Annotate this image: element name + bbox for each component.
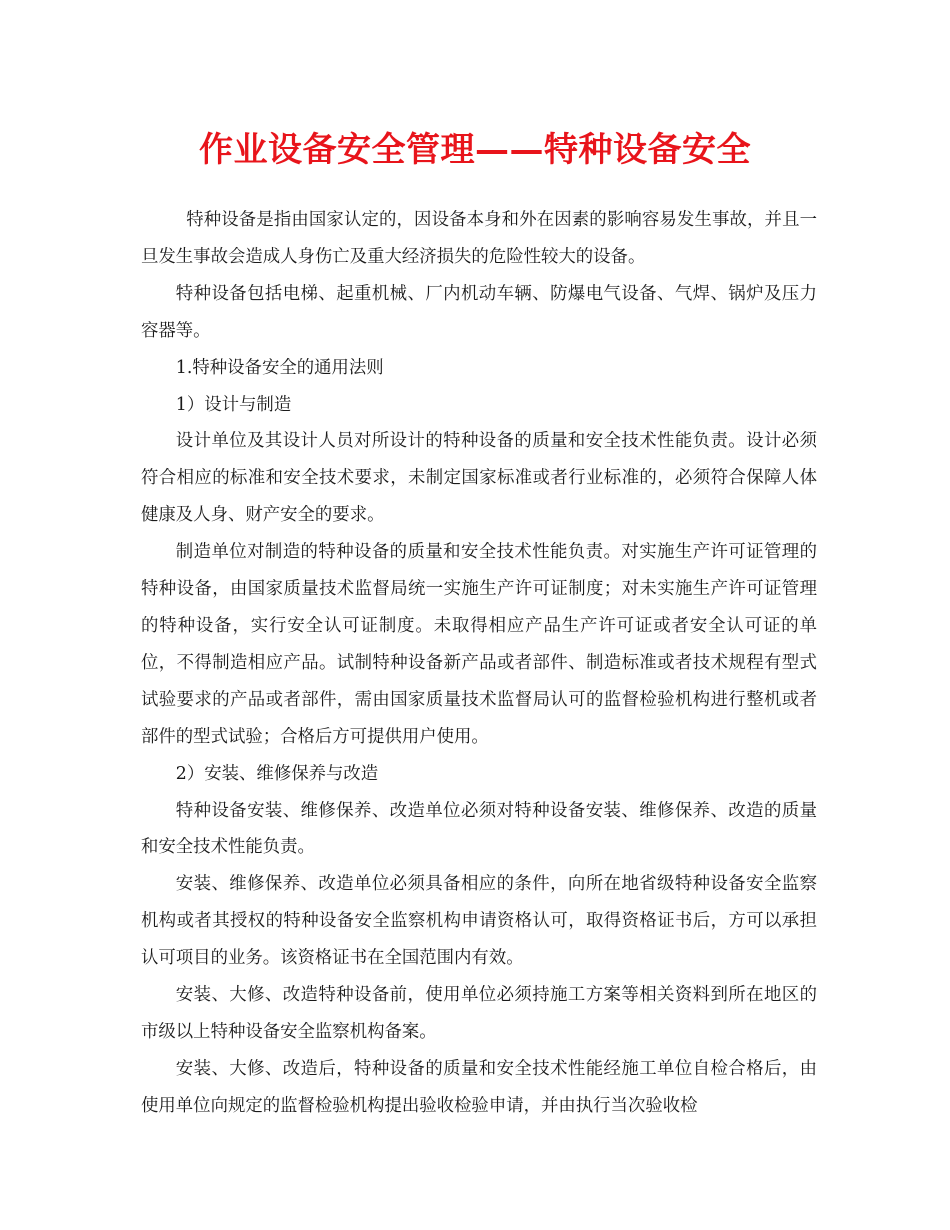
paragraph-manufacture: 制造单位对制造的特种设备的质量和安全技术性能负责。对实施生产许可证管理的特种设备，由国家质量技术监督局统一实施生产许可证制度；对未实施生产许可证管理的特种设备，实行安全认可证制度。未取得相应产品生产许可证或者安全认可证的单位，不得制造相应产品。试制特种设备新产品或者部件、制造标准或者技术规程有型式试验要求的产品或者部件，需由国家质量技术监督局认可的监督检验机构进行整机或者部件的型式试验；合格后方可提供用户使用。	[141, 542, 817, 747]
paragraph-filing: 安装、大修、改造特种设备前，使用单位必须持施工方案等相关资料到所在地区的市级以上特种设备安全监察机构备案。	[141, 985, 817, 1042]
section-heading-general-rules: 1.特种设备安全的通用法则	[175, 357, 384, 378]
paragraph-acceptance: 安装、大修、改造后，特种设备的质量和安全技术性能经施工单位自检合格后，由使用单位向规定的监督检验机构提出验收检验申请，并由执行当次验收检	[141, 1058, 817, 1116]
document-body	[141, 202, 817, 1125]
paragraph-installation-responsibility: 特种设备安装、维修保养、改造单位必须对特种设备安装、维修保养、改造的质量和安全技术性能负责。	[141, 800, 817, 858]
subsection-heading-installation: 2）安装、维修保养与改造	[175, 763, 379, 784]
paragraph-qualification: 安装、维修保养、改造单位必须具备相应的条件，向所在地省级特种设备安全监察机构或者其授权的特种设备安全监察机构申请资格认可，取得资格证书后，方可以承担认可项目的业务。该资格证书在全国范围内有效。	[141, 874, 817, 969]
document-title: 作业设备安全管理——特种设备安全	[199, 130, 751, 170]
paragraph-scope: 特种设备包括电梯、起重机械、厂内机动车辆、防爆电气设备、气焊、锅炉及压力容器等。	[141, 283, 817, 341]
paragraph-design: 设计单位及其设计人员对所设计的特种设备的质量和安全技术性能负责。设计必须符合相应的标准和安全技术要求，未制定国家标准或者行业标准的，必须符合保障人体健康及人身、财产安全的要求。	[141, 431, 817, 526]
paragraph-definition: 特种设备是指由国家认定的，因设备本身和外在因素的影响容易发生事故，并且一旦发生事故会造成人身伤亡及重大经济损失的危险性较大的设备。	[141, 210, 817, 267]
subsection-heading-design-manufacture: 1）设计与制造	[175, 394, 292, 415]
